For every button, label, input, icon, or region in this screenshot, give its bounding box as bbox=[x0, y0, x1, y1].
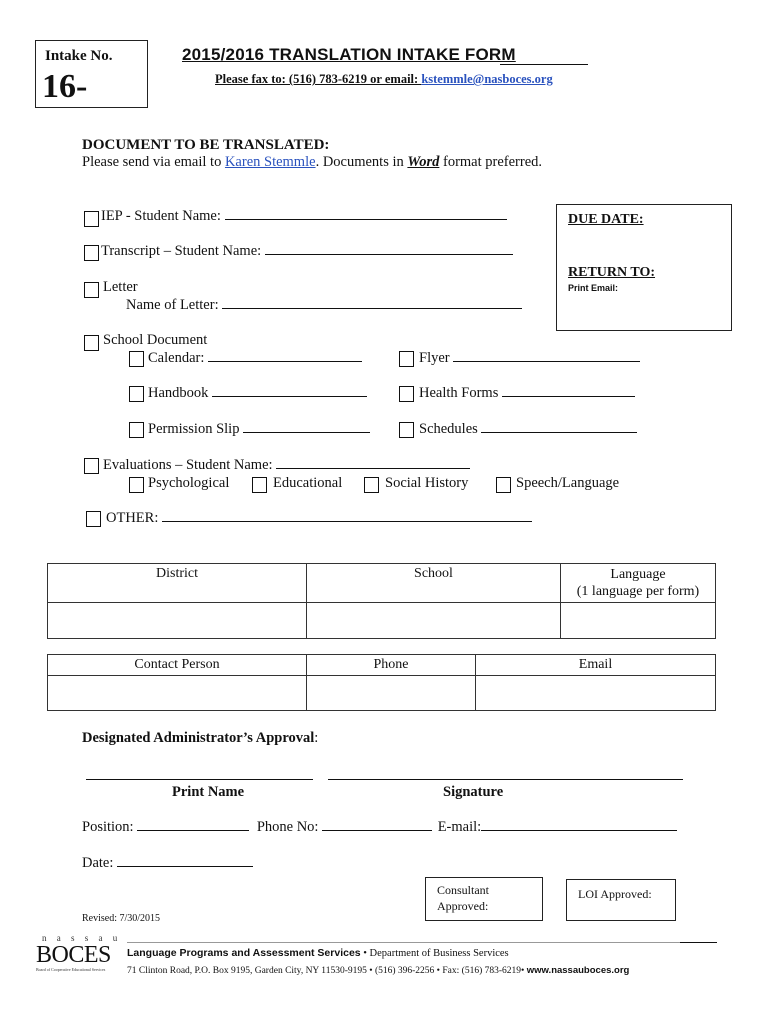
calendar-label: Calendar: bbox=[148, 350, 205, 366]
school-doc-label: School Document bbox=[103, 332, 208, 348]
speech-language-label: Speech/Language bbox=[516, 475, 620, 491]
print-name-line[interactable] bbox=[86, 779, 313, 780]
evaluations-row bbox=[103, 457, 470, 474]
logo-top-text: n a s s a u bbox=[42, 933, 122, 943]
district-cell[interactable] bbox=[48, 603, 307, 639]
logo-main-text: BOCES bbox=[36, 942, 111, 968]
schedules-label: Schedules bbox=[419, 421, 478, 437]
signature-label: Signature bbox=[443, 784, 504, 800]
date-label: Date: bbox=[82, 855, 114, 871]
transcript-checkbox[interactable] bbox=[84, 245, 99, 261]
consultant-box[interactable] bbox=[425, 877, 543, 921]
footer-address bbox=[127, 965, 629, 976]
transcript-name-field[interactable] bbox=[265, 253, 513, 255]
iep-label: IEP - Student Name: bbox=[101, 208, 221, 224]
revised-date: Revised: 7/30/2015 bbox=[82, 913, 161, 924]
position-field[interactable] bbox=[137, 829, 249, 831]
iep-name-field[interactable] bbox=[225, 218, 507, 220]
phone-header: Phone bbox=[307, 655, 476, 676]
iep-checkbox[interactable] bbox=[84, 211, 99, 227]
district-header: District bbox=[48, 564, 307, 603]
permission-slip-field[interactable] bbox=[243, 431, 370, 433]
calendar-row bbox=[148, 350, 362, 367]
approval-heading-row bbox=[82, 730, 318, 747]
evaluations-checkbox[interactable] bbox=[84, 458, 99, 474]
transcript-label: Transcript – Student Name: bbox=[101, 243, 262, 259]
date-field[interactable] bbox=[117, 865, 253, 867]
loi-box[interactable] bbox=[566, 879, 676, 921]
school-cell[interactable] bbox=[307, 603, 561, 639]
other-label: OTHER: bbox=[106, 510, 159, 526]
other-checkbox[interactable] bbox=[86, 511, 101, 527]
intake-label: Intake No. bbox=[45, 48, 113, 64]
language-cell[interactable] bbox=[561, 603, 716, 639]
social-history-checkbox[interactable] bbox=[364, 477, 379, 493]
language-label: Language bbox=[610, 567, 666, 582]
loi-label: LOI Approved: bbox=[578, 887, 652, 901]
iep-row bbox=[101, 208, 507, 225]
flyer-checkbox[interactable] bbox=[399, 351, 414, 367]
consultant-label-1: Consultant bbox=[437, 883, 490, 897]
approval-heading: Designated Administrator’s Approval bbox=[82, 730, 315, 746]
approval-email-label: E-mail: bbox=[437, 819, 482, 835]
phone-no-label: Phone No: bbox=[256, 819, 319, 835]
transcript-row bbox=[101, 243, 513, 260]
footer-dept bbox=[127, 947, 509, 959]
calendar-field[interactable] bbox=[208, 360, 362, 362]
signature-line[interactable] bbox=[328, 779, 683, 780]
word-format: Word bbox=[407, 154, 440, 170]
handbook-label: Handbook bbox=[148, 385, 209, 401]
educational-checkbox[interactable] bbox=[252, 477, 267, 493]
approval-email-field[interactable] bbox=[481, 829, 677, 831]
contact-cell[interactable] bbox=[48, 676, 307, 711]
return-to-label: RETURN TO: bbox=[568, 265, 656, 280]
educational-label: Educational bbox=[273, 475, 343, 491]
school-header: School bbox=[307, 564, 561, 603]
psychological-label: Psychological bbox=[148, 475, 230, 491]
intro-start: Please send via email to bbox=[82, 154, 225, 170]
letter-name-label: Name of Letter: bbox=[126, 297, 219, 313]
contact-table bbox=[47, 654, 716, 711]
letter-checkbox[interactable] bbox=[84, 282, 99, 298]
approval-colon: : bbox=[314, 730, 319, 746]
handbook-row bbox=[148, 385, 367, 402]
permission-slip-row bbox=[148, 421, 370, 438]
email-cell[interactable] bbox=[476, 676, 716, 711]
other-row bbox=[106, 510, 532, 527]
doc-heading: DOCUMENT TO BE TRANSLATED: bbox=[82, 137, 330, 153]
permission-slip-label: Permission Slip bbox=[148, 421, 240, 437]
phone-cell[interactable] bbox=[307, 676, 476, 711]
letter-label: Letter bbox=[103, 279, 138, 295]
due-date-box bbox=[556, 204, 732, 331]
fax-email-link[interactable]: kstemmle@nasboces.org bbox=[421, 72, 553, 86]
position-row bbox=[82, 819, 677, 836]
evaluations-label: Evaluations – Student Name: bbox=[103, 457, 273, 473]
boces-logo bbox=[36, 933, 122, 973]
flyer-row bbox=[419, 350, 640, 367]
other-field[interactable] bbox=[162, 520, 532, 522]
fax-prefix: Please fax to: (516) 783-6219 or email: bbox=[215, 72, 422, 86]
contact-name-link[interactable]: Karen Stemmle bbox=[224, 154, 316, 170]
intake-box bbox=[35, 40, 148, 108]
footer-rule-dark bbox=[680, 942, 717, 943]
dept-bold: Language Programs and Assessment Services bbox=[127, 947, 361, 959]
social-history-label: Social History bbox=[385, 475, 469, 491]
psychological-checkbox[interactable] bbox=[129, 477, 144, 493]
language-note: (1 language per form) bbox=[576, 584, 700, 599]
footer-rule bbox=[127, 942, 717, 943]
schedules-row bbox=[419, 421, 637, 438]
permission-slip-checkbox[interactable] bbox=[129, 422, 144, 438]
dept-rest: • Department of Business Services bbox=[360, 948, 509, 959]
letter-name-row bbox=[126, 297, 522, 314]
form-title: 2015/2016 TRANSLATION INTAKE FORM bbox=[182, 45, 516, 64]
position-label: Position: bbox=[82, 819, 134, 835]
title-underline-ext bbox=[500, 64, 588, 65]
logo-sub-text: Board of Cooperative Educational Services bbox=[36, 967, 106, 972]
website-link[interactable]: www.nassauboces.org bbox=[526, 965, 630, 976]
date-row bbox=[82, 855, 253, 872]
health-forms-field[interactable] bbox=[502, 395, 635, 397]
flyer-label: Flyer bbox=[419, 350, 450, 366]
intro-end: format preferred. bbox=[439, 154, 543, 170]
flyer-field[interactable] bbox=[453, 360, 640, 362]
schedules-checkbox[interactable] bbox=[399, 422, 414, 438]
health-forms-label: Health Forms bbox=[419, 385, 499, 401]
address-text: 71 Clinton Road, P.O. Box 9195, Garden City, NY 11530-9195 • (516) 396-2256 • Fax: (516) 783-6219• bbox=[127, 966, 527, 976]
health-forms-checkbox[interactable] bbox=[399, 386, 414, 402]
intro-line bbox=[82, 154, 542, 171]
print-name-label: Print Name bbox=[172, 784, 245, 800]
calendar-checkbox[interactable] bbox=[129, 351, 144, 367]
schedules-field[interactable] bbox=[481, 431, 637, 433]
district-table bbox=[47, 563, 716, 639]
intro-mid: . Documents in bbox=[315, 154, 408, 170]
handbook-field[interactable] bbox=[212, 395, 367, 397]
school-doc-checkbox[interactable] bbox=[84, 335, 99, 351]
print-email-label: Print Email: bbox=[568, 283, 619, 293]
letter-name-field[interactable] bbox=[222, 307, 522, 309]
handbook-checkbox[interactable] bbox=[129, 386, 144, 402]
due-date-label: DUE DATE: bbox=[568, 212, 644, 227]
evaluations-name-field[interactable] bbox=[276, 467, 470, 469]
phone-no-field[interactable] bbox=[322, 829, 432, 831]
email-header: Email bbox=[476, 655, 716, 676]
consultant-label-2: Approved: bbox=[437, 899, 489, 913]
health-forms-row bbox=[419, 385, 635, 402]
fax-line bbox=[215, 72, 553, 87]
contact-header: Contact Person bbox=[48, 655, 307, 676]
language-header bbox=[561, 564, 716, 603]
intake-number[interactable]: 16- bbox=[42, 68, 88, 105]
speech-language-checkbox[interactable] bbox=[496, 477, 511, 493]
